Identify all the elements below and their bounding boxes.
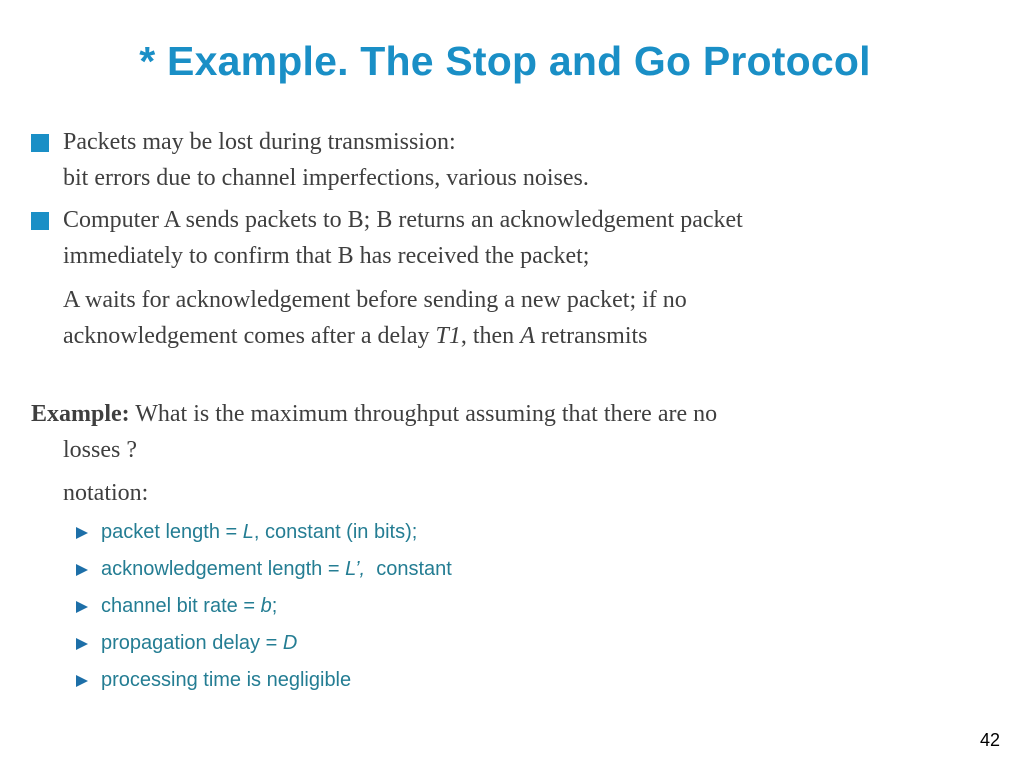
- example-line-1: What is the maximum throughput assuming that there are no: [129, 401, 718, 427]
- list-item: [76, 551, 452, 588]
- bullet-item-computer-a: [31, 202, 991, 274]
- square-bullet-icon: [31, 134, 49, 152]
- notation-variable: L’,: [345, 558, 366, 580]
- triangle-bullet-icon: [76, 564, 88, 576]
- notation-text: packet length =: [101, 521, 243, 543]
- wait-line-2-mid: , then: [460, 323, 521, 349]
- bullet-item-packet-loss: [31, 124, 991, 196]
- notation-variable: D: [282, 632, 298, 654]
- notation-text: processing time is negligible: [101, 669, 352, 691]
- notation-variable: L: [242, 521, 254, 543]
- notation-label: notation:: [63, 480, 149, 506]
- list-item: [76, 588, 452, 625]
- example-line-2: losses ?: [63, 437, 137, 463]
- bullet-1-line-1: Packets may be lost during transmission:: [63, 129, 456, 155]
- triangle-bullet-icon: [76, 675, 88, 687]
- wait-paragraph: [63, 282, 993, 354]
- list-item: [76, 625, 452, 662]
- triangle-bullet-icon: [76, 601, 88, 613]
- list-item: [76, 662, 452, 699]
- slide-title: * Example. The Stop and Go Protocol: [139, 38, 871, 84]
- page-number: 42: [979, 730, 1000, 750]
- bullet-2-line-2: immediately to confirm that B has received the packet;: [63, 243, 590, 269]
- notation-text: propagation delay =: [101, 632, 283, 654]
- triangle-bullet-icon: [76, 527, 88, 539]
- list-item: [76, 514, 452, 551]
- notation-text: , constant (in bits);: [253, 521, 418, 543]
- bullet-1-line-2: bit errors due to channel imperfections, various noises.: [63, 165, 589, 191]
- notation-variable: b: [260, 595, 272, 617]
- notation-text: channel bit rate =: [101, 595, 261, 617]
- notation-text: constant: [365, 558, 452, 580]
- t1-variable: T1: [435, 323, 461, 349]
- wait-line-2-pre: acknowledgement comes after a delay: [63, 323, 436, 349]
- wait-line-2-post: retransmits: [534, 323, 648, 349]
- example-paragraph: [31, 396, 991, 511]
- notation-text: acknowledgement length =: [101, 558, 346, 580]
- notation-text: ;: [271, 595, 278, 617]
- triangle-bullet-icon: [76, 638, 88, 650]
- a-variable: A: [520, 323, 535, 349]
- notation-list: [76, 514, 452, 699]
- wait-line-1: A waits for acknowledgement before sending a new packet; if no: [63, 287, 687, 313]
- square-bullet-icon: [31, 212, 49, 230]
- example-label: Example:: [31, 401, 130, 427]
- bullet-2-line-1: Computer A sends packets to B; B returns an acknowledgement packet: [63, 207, 743, 233]
